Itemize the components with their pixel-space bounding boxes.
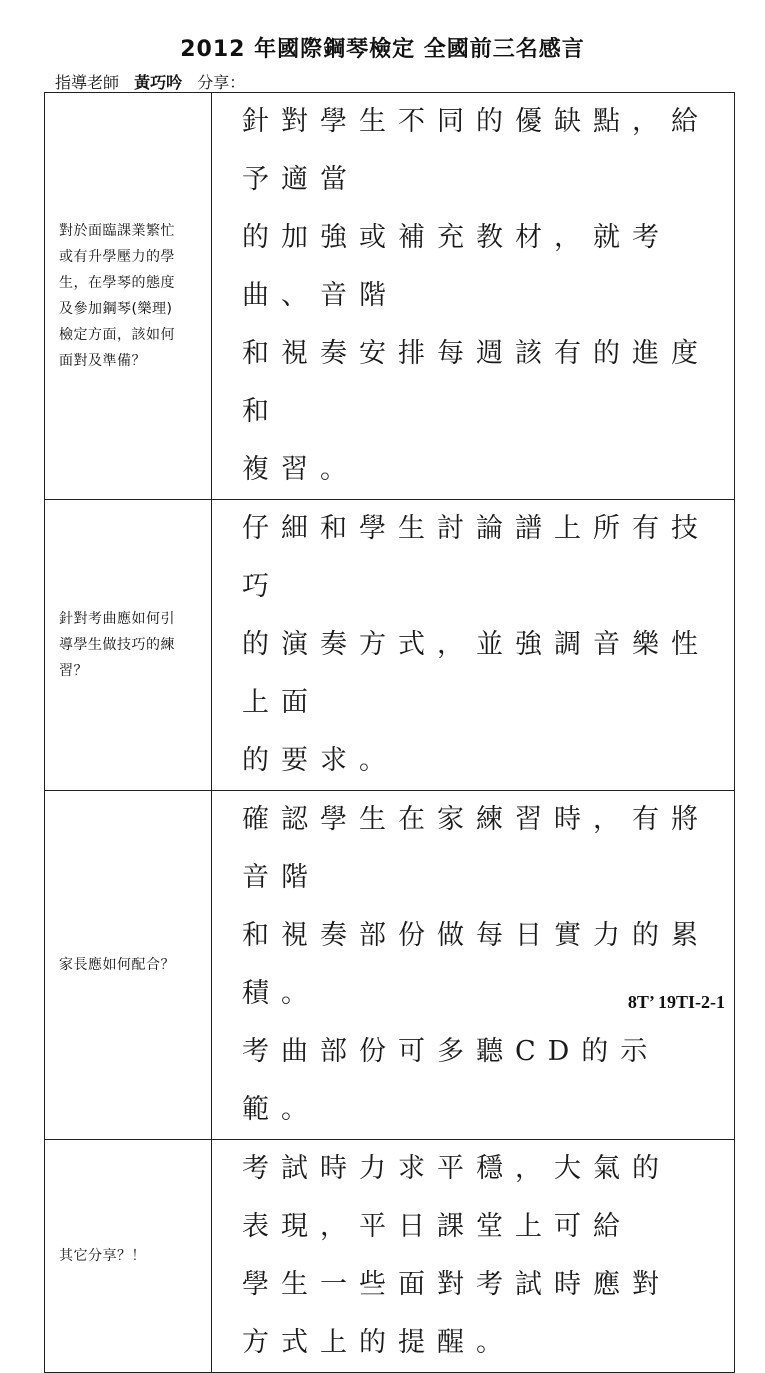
answer-text: 確認學生在家練習時，有將音階 和視奏部份做每日實力的累積。 考曲部份可多聽CD的示範。 — [242, 804, 710, 1125]
question-text: 對於面臨課業繁忙 或有升學壓力的學 生，在學琴的態度 及參加鋼琴(樂理) 檢定方面，該如何 面對及準備？ — [59, 223, 175, 369]
answer-cell — [212, 791, 735, 1140]
answer-text: 仔細和學生討論譜上所有技巧 的演奏方式，並強調音樂性上面 的要求。 — [242, 513, 710, 776]
teacher-share-label: 分享： — [197, 73, 246, 92]
table-row — [45, 93, 735, 500]
answer-text: 考試時力求平穩，大氣的 表現，平日課堂上可給 學生一些面對考試時應對 方式上的提醒。 — [242, 1153, 671, 1358]
answer-cell — [212, 1140, 735, 1373]
question-text: 針對考曲應如何引 導學生做技巧的練 習？ — [59, 611, 175, 679]
table-row — [45, 791, 735, 1140]
form-title: 2012 年國際鋼琴檢定 全國前三名感言 — [180, 37, 585, 62]
question-cell — [45, 500, 212, 791]
table-row — [45, 500, 735, 791]
question-cell — [45, 791, 212, 1140]
document-code: 8T’ 19TI-2-1 — [627, 992, 725, 1012]
questionnaire-table — [44, 92, 735, 1373]
answer-cell — [212, 500, 735, 791]
teacher-name: 黃巧吟 — [134, 73, 183, 92]
table-row — [45, 1140, 735, 1373]
question-text: 家長應如何配合？ — [59, 957, 175, 973]
question-cell — [45, 1140, 212, 1373]
answer-text: 針對學生不同的優缺點，給予適當 的加強或補充教材，就考曲、音階 和視奏安排每週該有的進度和 複習。 — [242, 106, 710, 485]
answer-cell — [212, 93, 735, 500]
teacher-label: 指導老師 — [55, 73, 120, 92]
teacher-line — [55, 70, 245, 93]
question-cell — [45, 93, 212, 500]
question-text: 其它分享？！ — [59, 1248, 146, 1264]
